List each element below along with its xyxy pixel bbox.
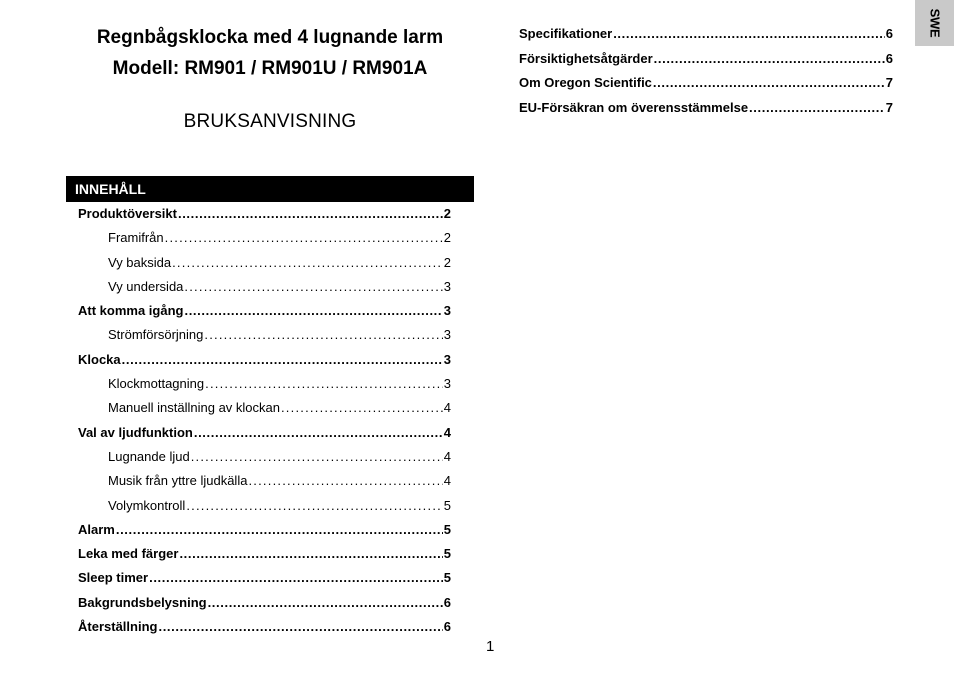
toc-right-column <box>519 22 893 120</box>
toc-entry-page: 6 <box>885 26 893 41</box>
toc-entry-page: 4 <box>443 473 451 489</box>
toc-entry-page: 2 <box>443 254 451 270</box>
toc-entry-page: 3 <box>443 376 451 392</box>
document-title: Regnbågsklocka med 4 lugnande larm <box>96 27 444 48</box>
toc-entry-label: Specifikationer <box>519 26 613 41</box>
toc-entry-label: Återställning <box>78 619 158 635</box>
toc-entry-label: Produktöversikt <box>78 206 177 221</box>
toc-leader-dots <box>149 566 443 590</box>
toc-leader-dots <box>178 202 443 226</box>
toc-leader-dots <box>208 591 443 615</box>
toc-entry[interactable] <box>78 202 451 226</box>
toc-leader-dots <box>186 494 442 518</box>
toc-leader-dots <box>165 226 443 250</box>
toc-entry-label: Om Oregon Scientific <box>519 75 652 90</box>
toc-leader-dots <box>613 22 885 47</box>
toc-entry[interactable] <box>78 542 451 566</box>
model-line: Modell: RM901 / RM901U / RM901A <box>112 58 428 79</box>
toc-entry[interactable] <box>78 494 451 518</box>
toc-entry-label: Alarm <box>78 521 115 537</box>
toc-entry-label: Klockmottagning <box>108 376 205 392</box>
toc-entry[interactable] <box>519 71 893 96</box>
toc-entry[interactable] <box>78 396 451 420</box>
toc-leader-dots <box>158 615 442 639</box>
toc-entry-page: 4 <box>443 400 451 416</box>
toc-entry[interactable] <box>78 226 451 250</box>
toc-entry-page: 5 <box>443 570 451 586</box>
toc-entry[interactable] <box>519 47 893 72</box>
toc-leader-dots <box>184 275 442 299</box>
document-subtitle: BRUKSANVISNING <box>183 111 357 132</box>
toc-entry-page: 3 <box>443 303 451 319</box>
toc-entry[interactable] <box>78 591 451 615</box>
toc-leader-dots <box>179 542 442 566</box>
language-tab <box>915 0 954 46</box>
toc-entry-page: 7 <box>885 99 893 115</box>
toc-leader-dots <box>122 348 443 372</box>
toc-entry[interactable] <box>78 372 451 396</box>
toc-leader-dots <box>116 518 443 542</box>
toc-entry-page: 3 <box>443 351 451 367</box>
toc-entry[interactable] <box>519 22 893 47</box>
toc-entry-page: 3 <box>443 327 451 343</box>
toc-leader-dots <box>654 47 885 72</box>
toc-leader-dots <box>281 396 443 420</box>
toc-entry-page: 2 <box>443 206 451 221</box>
toc-leader-dots <box>248 469 442 493</box>
toc-leader-dots <box>205 372 443 396</box>
toc-entry-page: 4 <box>443 424 451 440</box>
toc-entry-label: Musik från yttre ljudkälla <box>108 473 248 489</box>
toc-leader-dots <box>204 323 442 347</box>
toc-entry-label: Val av ljudfunktion <box>78 424 193 440</box>
toc-entry-label: Klocka <box>78 351 121 367</box>
toc-entry[interactable] <box>519 96 893 121</box>
toc-entry-label: Lugnande ljud <box>108 448 190 464</box>
toc-entry-label: Vy undersida <box>108 278 184 294</box>
language-tab-label: SWE <box>927 8 942 38</box>
toc-entry-page: 2 <box>443 230 451 246</box>
toc-entry[interactable] <box>78 518 451 542</box>
toc-entry-page: 6 <box>443 619 451 635</box>
toc-leader-dots <box>172 251 443 275</box>
toc-entry-label: Volymkontroll <box>108 497 186 513</box>
toc-entry-page: 4 <box>443 448 451 464</box>
toc-leader-dots <box>184 299 442 323</box>
toc-entry[interactable] <box>78 445 451 469</box>
toc-entry[interactable] <box>78 275 451 299</box>
toc-entry-label: Leka med färger <box>78 546 179 562</box>
page-number: 1 <box>486 638 495 655</box>
toc-heading: INNEHÅLL <box>66 176 474 202</box>
toc-entry-label: EU-Försäkran om överensstämmelse <box>519 99 749 115</box>
toc-entry-label: Sleep timer <box>78 570 149 586</box>
toc-entry-label: Framifrån <box>108 230 164 246</box>
toc-entry-label: Manuell inställning av klockan <box>108 400 280 416</box>
toc-leader-dots <box>749 96 885 121</box>
toc-entry[interactable] <box>78 323 451 347</box>
toc-leader-dots <box>194 421 443 445</box>
toc-entry[interactable] <box>78 421 451 445</box>
toc-entry-page: 6 <box>885 50 893 66</box>
toc-entry-page: 6 <box>443 594 451 610</box>
toc-left-column <box>78 202 451 639</box>
toc-entry[interactable] <box>78 615 451 639</box>
toc-leader-dots <box>191 445 443 469</box>
toc-entry-label: Vy baksida <box>108 254 172 270</box>
toc-entry[interactable] <box>78 251 451 275</box>
toc-entry-label: Bakgrundsbelysning <box>78 594 207 610</box>
toc-entry[interactable] <box>78 348 451 372</box>
toc-entry-label: Försiktighetsåtgärder <box>519 50 653 66</box>
toc-entry-page: 5 <box>443 521 451 537</box>
toc-entry[interactable] <box>78 299 451 323</box>
toc-entry-label: Att komma igång <box>78 303 184 319</box>
toc-entry-page: 3 <box>443 278 451 294</box>
toc-entry-page: 5 <box>443 546 451 562</box>
toc-leader-dots <box>653 71 885 96</box>
toc-entry-page: 5 <box>443 497 451 513</box>
toc-entry[interactable] <box>78 566 451 590</box>
toc-entry-page: 7 <box>885 75 893 90</box>
toc-entry[interactable] <box>78 469 451 493</box>
toc-entry-label: Strömförsörjning <box>108 327 204 343</box>
